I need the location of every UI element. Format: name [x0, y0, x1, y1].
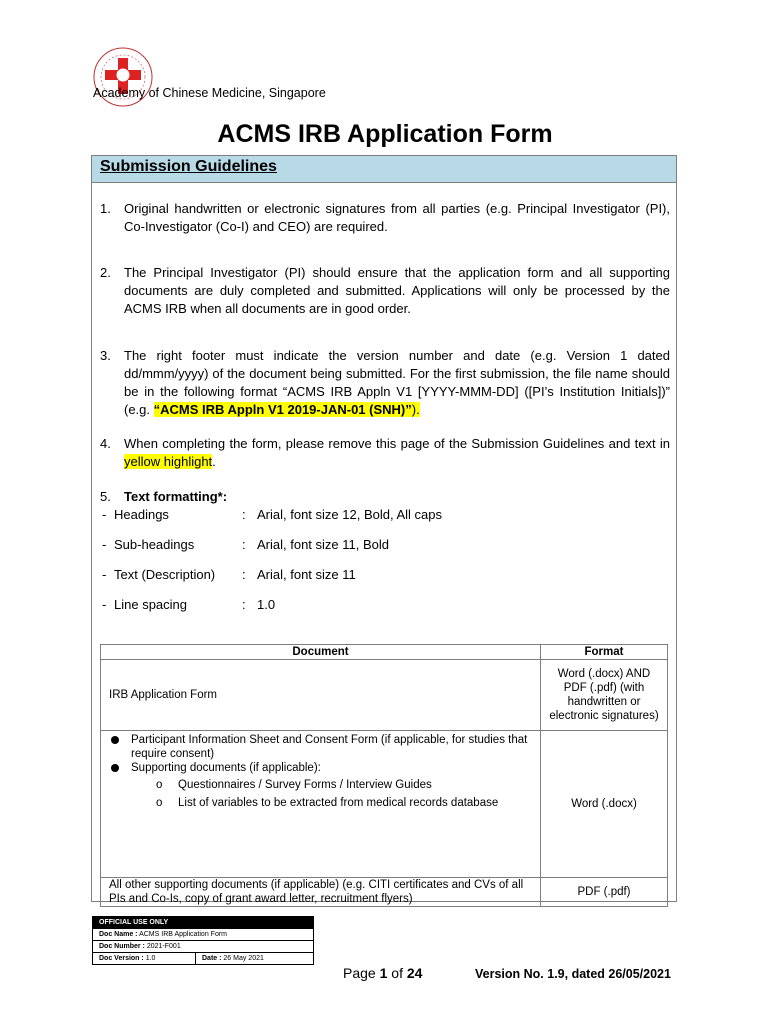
guideline-item: 2. The Principal Investigator (PI) should ensure that the application form and all supporting documents are duly completed and submitted. Applications will only be processed by the ACMS IRB when all documents are in good order. [100, 265, 670, 316]
guideline-item: 4. When completing the form, please remove this page of the Submission Guidelines and text in yellow highlight. [100, 436, 670, 469]
table-row: IRB Application Form Word (.docx) AND PDF (.pdf) (with handwritten or electronic signatures) [101, 660, 668, 731]
doc-version-row: Doc Version : 1.0 Date : 26 May 2021 [93, 952, 313, 964]
table-header-row [101, 645, 668, 660]
organization-name: Academy of Chinese Medicine, Singapore [93, 86, 326, 100]
bullet-icon [111, 764, 119, 772]
page-number: Page 1 of 24 [343, 965, 423, 981]
guideline-item: 3. The right footer must indicate the version number and date (e.g. Version 1 dated dd/mmm/yyyy) of the document being submitted. For the first submission, the file name should be in the following format “ACMS IRB Appln V1 [YYYY-MMM-DD] ([PI’s Institution Initials])” (e.g. “ACMS IRB Appln V1 2019-JAN-01 (SNH)”). [100, 348, 670, 417]
guidelines-header [92, 156, 676, 183]
example-filename-highlight: “ACMS IRB Appln V1 2019-JAN-01 (SNH)” [153, 402, 412, 417]
doc-name-row: Doc Name : ACMS IRB Application Form [93, 928, 313, 940]
list-item: o List of variables to be extracted from medical records database [156, 797, 499, 809]
doc-number-row: Doc Number : 2021-F001 [93, 940, 313, 952]
guideline-item: 1. Original handwritten or electronic signatures from all parties (e.g. Principal Investigator (PI), Co-Investigator (Co-I) and CEO) are required. [100, 201, 670, 234]
yellow-highlight-text: yellow highlight [124, 454, 213, 469]
official-use-box: OFFICIAL USE ONLY Doc Name : ACMS IRB Application Form Doc Number : 2021-F001 Doc Version : 1.0 Date : 26 May 2021 [92, 916, 314, 965]
guidelines-heading: Submission Guidelines [100, 158, 277, 175]
submission-guidelines-box: Submission Guidelines 1. Original handwritten or electronic signatures from all parties (e.g. Principal Investigator (PI), Co-Investigator (Co-I) and CEO) are required. 2. The Principal Investigator (PI) should ensure that the application form and all supporting documents are duly completed and submitted. Applications will only be processed by the ACMS IRB when all documents are in good order. 3. The right footer must indicate the version number and date (e.g. Version 1 dated dd/mmm/yyyy) of the document being submitted. For the first submission, the file name should be in the following format “ACMS IRB Appln V1 [YYYY-MMM-DD] ([PI’s Institution Initials])” (e.g. “ACMS IRB Appln V1 2019-JAN-01 (SNH)”). 4. When completing the form, please remove this page of the Submission Guidelines and text in yellow highlight. 5. Text formatting*: - Headings : Arial, font size 12, Bold, All caps - Sub-headings : Arial, font size 11, Bold - Text (Description) : Arial, font size 11 - Line spacing : 1.0 Document Format IRB Application Form Word (.docx) AND PDF (.pdf) (with handwritten or electronic signatures) Participant Information Sheet and Consent Form (if applicable, for studies that require consent) Supporting documents (if applicable): o Questionnaires / Survey Forms / Interview Guides o List of variables to be extracted from medical records database Word (.docx) All other supporting documents (if applicable) (e.g. CITI certificates and CVs of all PIs and Co-Is, copy of grant award letter, recruitment flyers) PDF (.pdf) [91, 155, 677, 902]
document-column-header: Document [101, 645, 541, 660]
list-item: Participant Information Sheet and Consent Form (if applicable, for studies that require consent) [109, 733, 532, 761]
page-title: ACMS IRB Application Form [217, 120, 553, 148]
table-row: All other supporting documents (if applicable) (e.g. CITI certificates and CVs of all PIs and Co-Is, copy of grant award letter, recruitment flyers) PDF (.pdf) [101, 878, 668, 907]
table-row: Participant Information Sheet and Consent Form (if applicable, for studies that require consent) Supporting documents (if applicable): o Questionnaires / Survey Forms / Interview Guides o List of variables to be extracted from medical records database Word (.docx) [101, 731, 668, 878]
guideline-item: 5. Text formatting*: [100, 489, 228, 504]
list-item: o Questionnaires / Survey Forms / Interview Guides [156, 779, 432, 791]
bullet-icon [111, 736, 119, 744]
list-item: Supporting documents (if applicable): [109, 761, 532, 775]
documents-table [100, 644, 668, 907]
version-footer: Version No. 1.9, dated 26/05/2021 [475, 967, 671, 981]
format-column-header: Format [541, 645, 668, 660]
